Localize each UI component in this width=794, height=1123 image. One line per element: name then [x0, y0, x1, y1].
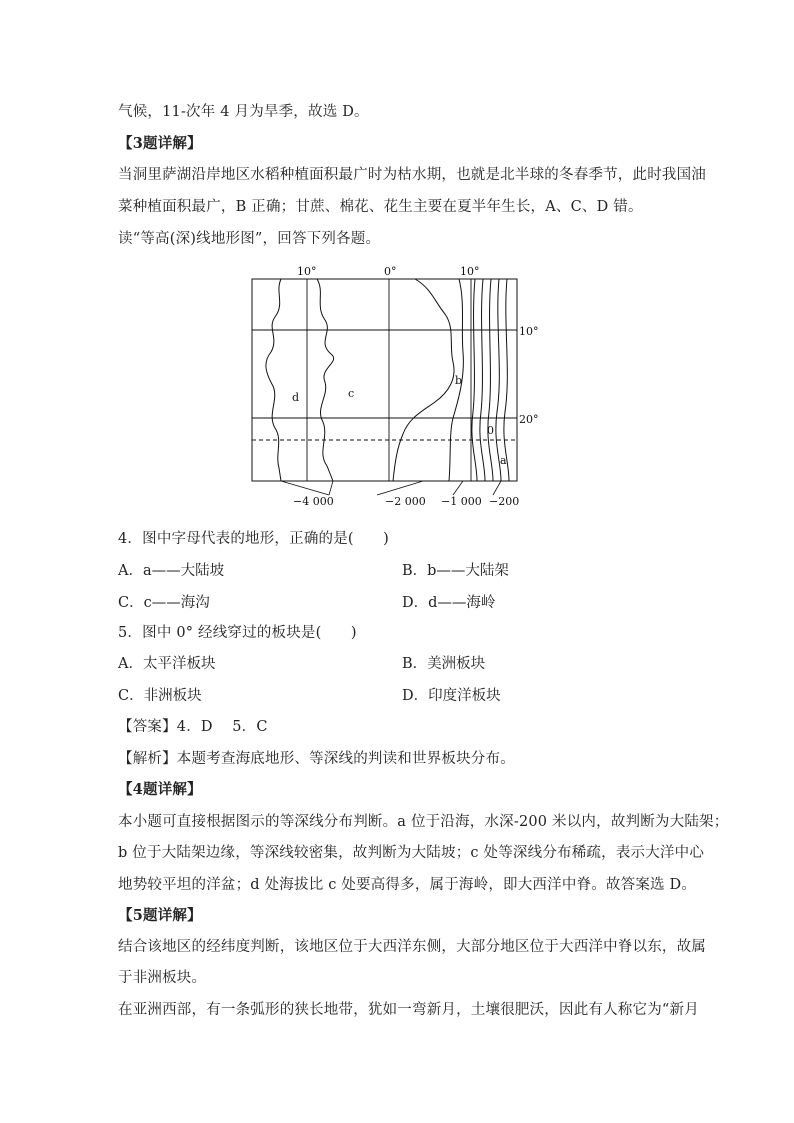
contour-line-300 — [480, 279, 485, 481]
contour-map-figure — [245, 262, 545, 512]
paragraph-text: 结合该地区的经纬度判断，该地区位于大西洋东侧，大部分地区位于大西洋中脊以东，故属 — [118, 939, 706, 955]
question-4-stem: 4．图中字母代表的地形，正确的是( ) — [118, 531, 390, 547]
paragraph-text: 当洞里萨湖沿岸地区水稻种植面积最广时为枯水期，也就是北半球的冬春季节，此时我国油 — [118, 167, 706, 183]
lon-label-10w: 10° — [297, 265, 317, 278]
depth-label-2000: −2 000 — [385, 495, 426, 508]
paragraph-text: 气候，11-次年 4 月为旱季，故选 D。 — [118, 104, 369, 120]
lat-label-10: 10° — [519, 325, 539, 338]
paragraph-text: 地势较平坦的洋盆；d 处海拔比 c 处要高得多，属于海岭，即大西洋中脊。故答案选 D。 — [118, 877, 697, 893]
leader-line-2000 — [377, 481, 423, 495]
question-intro: 读“等高(深)线地形图”，回答下列各题。 — [118, 231, 381, 247]
question-5-stem: 5．图中 0° 经线穿过的板块是( ) — [118, 625, 357, 641]
contour-line-4000-east — [317, 279, 334, 481]
map-letter-d: d — [292, 391, 300, 404]
q4-option-d: D．d——海岭 — [402, 595, 496, 611]
q5-option-a: A．太平洋板块 — [118, 656, 216, 672]
section-heading: 【3题详解】 — [118, 135, 202, 152]
leader-line-1000 — [453, 481, 463, 495]
q4-option-a: A．a——大陆坡 — [118, 563, 225, 579]
paragraph-text: 于非洲板块。 — [118, 970, 207, 986]
depth-label-4000: −4 000 — [293, 495, 334, 508]
analysis-line: 【解析】本题考查海底地形、等深线的判读和世界板块分布。 — [118, 751, 515, 767]
leader-line-200 — [493, 481, 501, 495]
map-frame — [252, 279, 517, 481]
depth-label-1000: −1 000 — [441, 495, 482, 508]
lat-label-20: 20° — [519, 413, 539, 426]
map-letter-b: b — [455, 374, 463, 387]
contour-line-100 — [496, 279, 501, 481]
answer-line: 【答案】4．D 5．C — [118, 719, 268, 735]
depth-label-200: −200 — [489, 495, 520, 508]
map-letter-a: a — [500, 454, 507, 467]
q5-option-b: B．美洲板块 — [402, 656, 486, 672]
leader-line-4000a — [281, 481, 329, 495]
paragraph-text: 菜种植面积最广，B 正确；甘蔗、棉花、花生主要在夏半年生长，A、C、D 错。 — [118, 199, 643, 215]
section-heading: 【4题详解】 — [118, 781, 202, 798]
map-letter-zero: 0 — [487, 424, 494, 437]
lon-label-10e: 10° — [460, 265, 480, 278]
contour-line-500 — [472, 279, 477, 481]
q5-option-d: D．印度洋板块 — [402, 688, 501, 704]
contour-map-svg — [245, 262, 545, 512]
section-heading: 【5题详解】 — [118, 907, 202, 924]
paragraph-text: b 位于大陆架边缘，等深线较密集，故判断为大陆坡；c 处等深线分布稀疏，表示大洋中心 — [118, 845, 705, 861]
contour-line-200 — [488, 279, 493, 481]
q5-option-c: C．非洲板块 — [118, 688, 202, 704]
map-letter-c: c — [348, 387, 355, 400]
paragraph-text: 在亚洲西部，有一条弧形的狭长地带，犹如一弯新月，土壤很肥沃，因此有人称它为“新月 — [118, 1002, 699, 1018]
contour-line-0 — [504, 279, 509, 481]
contour-line-4000-west — [266, 279, 281, 481]
contour-line-2000 — [393, 279, 454, 481]
q4-option-c: C．c——海沟 — [118, 595, 210, 611]
leader-line-4000b — [329, 481, 333, 495]
q4-option-b: B．b——大陆架 — [402, 563, 509, 579]
lon-label-0: 0° — [384, 265, 397, 278]
paragraph-text: 本小题可直接根据图示的等深线分布判断。a 位于沿海，水深-200 米以内，故判断为大陆架； — [118, 814, 729, 830]
